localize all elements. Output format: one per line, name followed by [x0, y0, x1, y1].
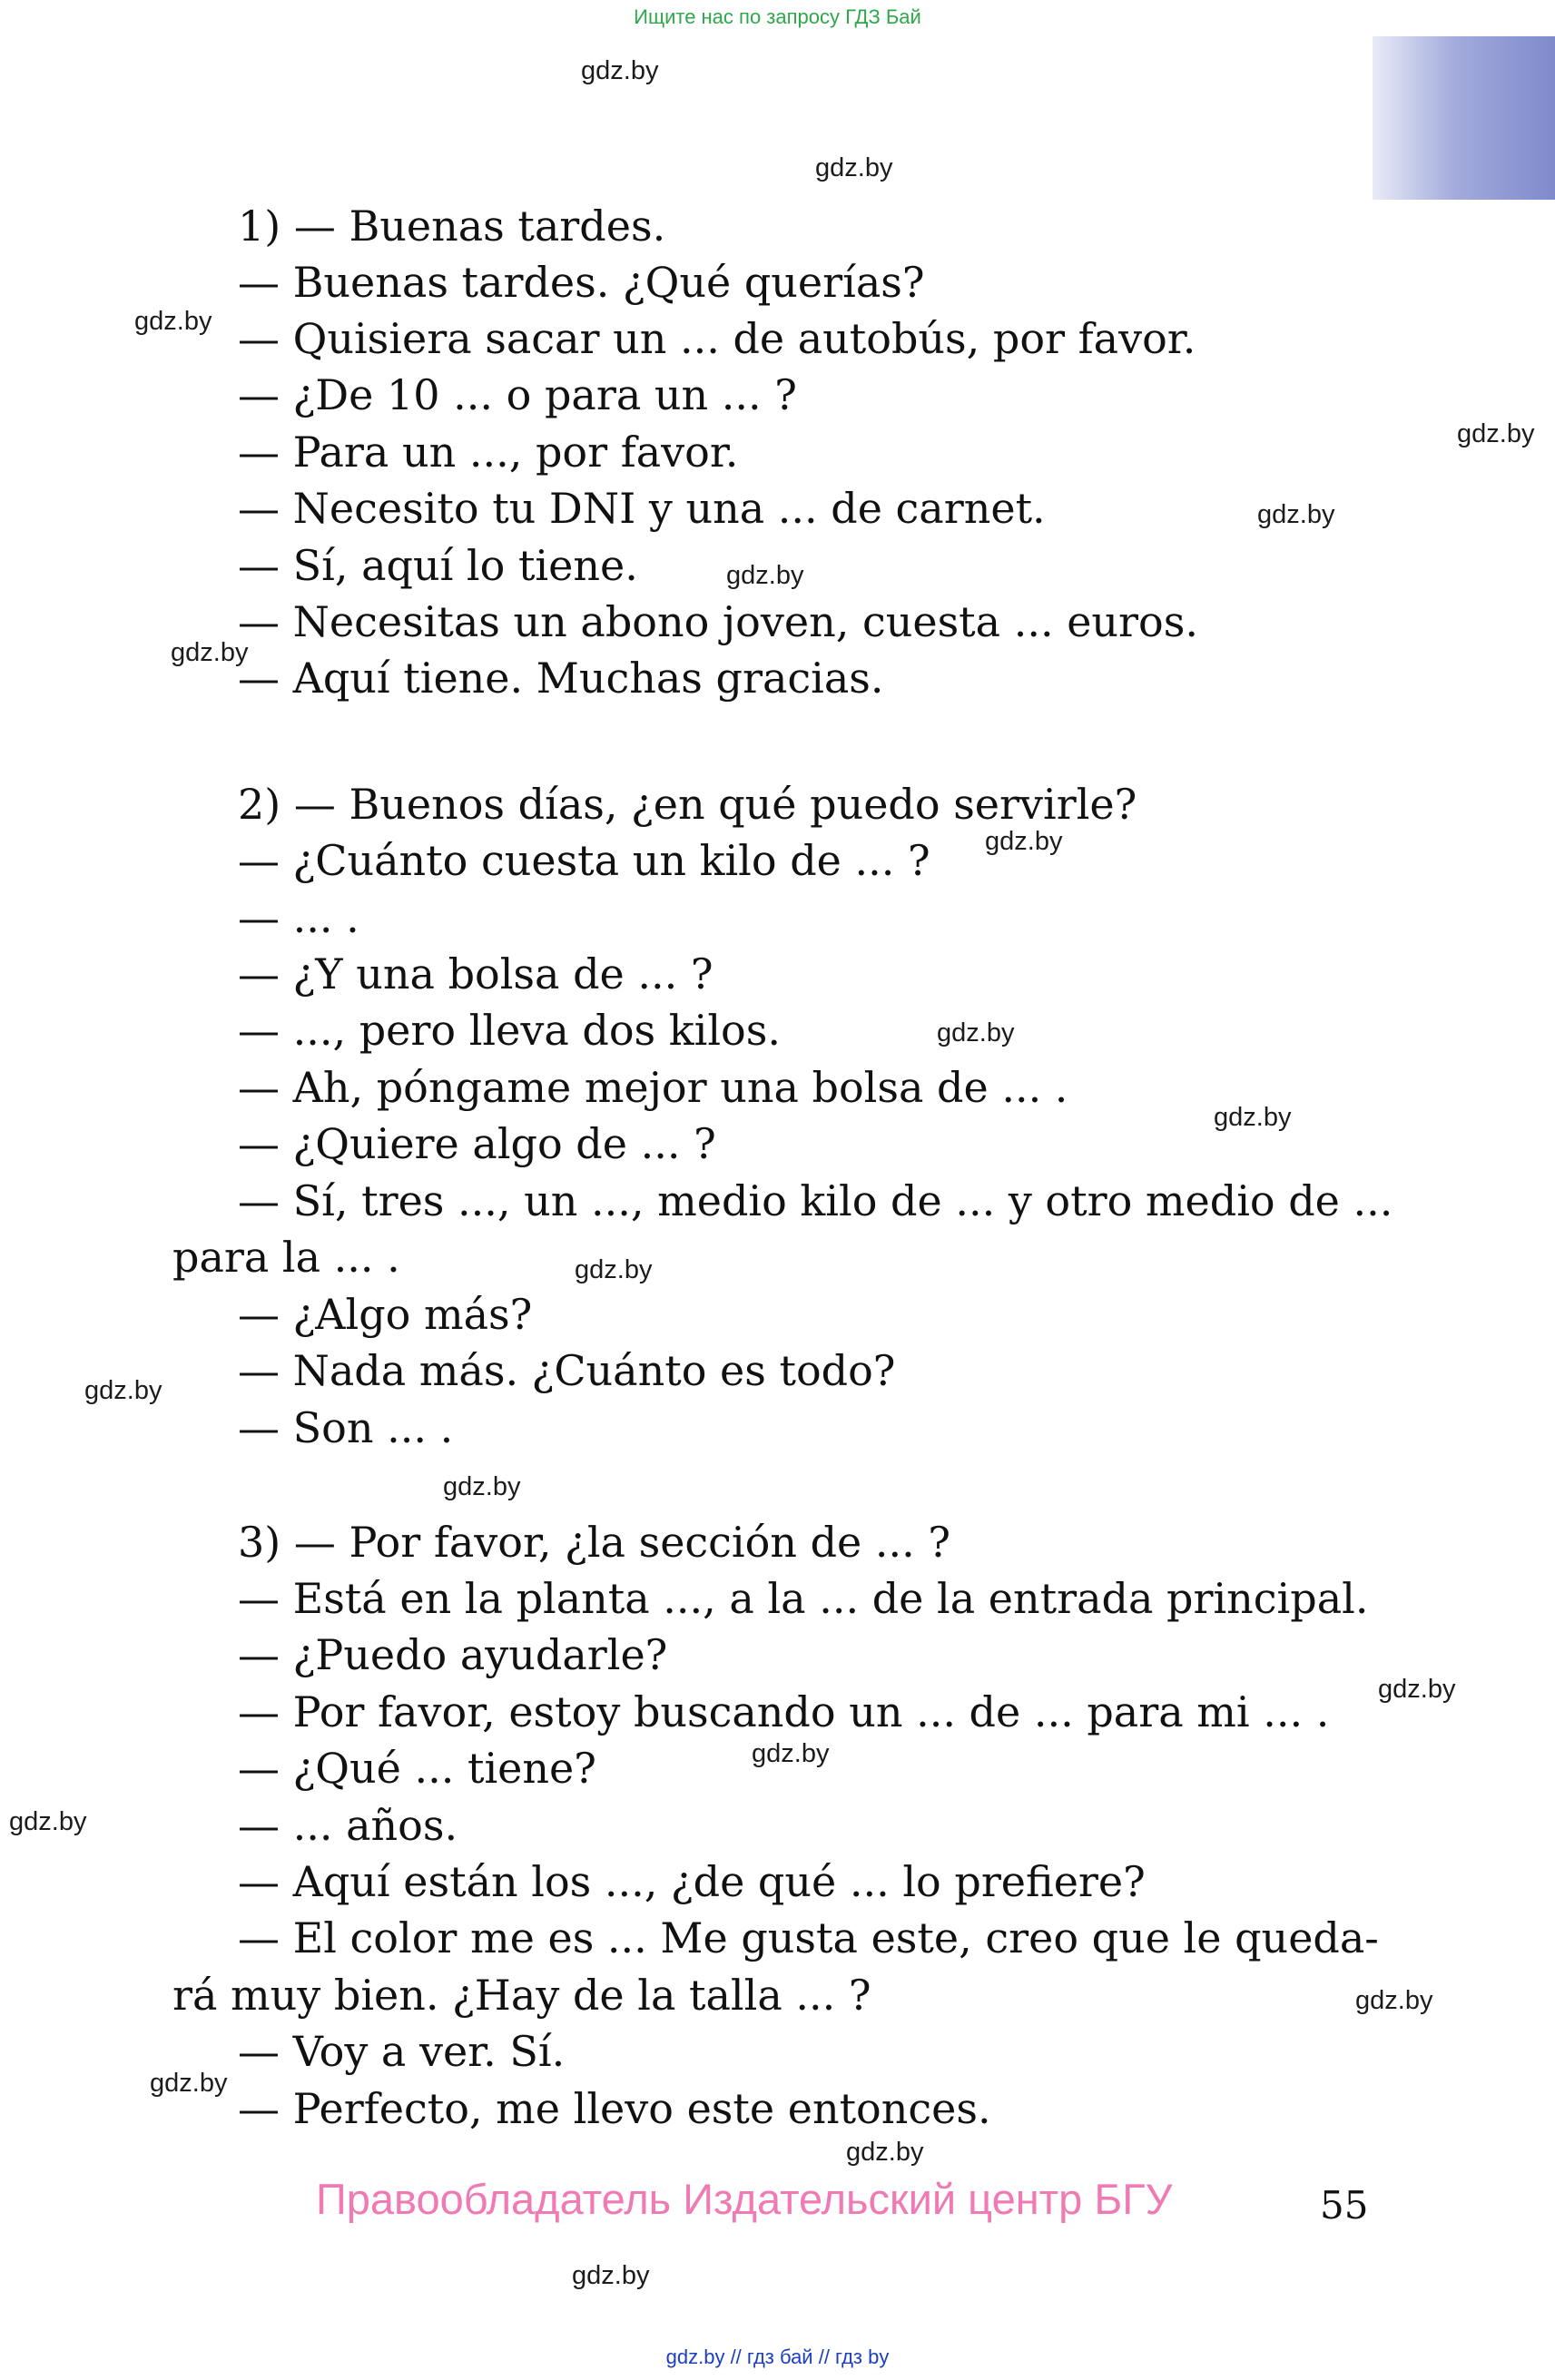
dialogue-line: — Sí, aquí lo tiene.: [238, 541, 638, 590]
watermark: gdz.by: [171, 638, 249, 667]
watermark: gdz.by: [84, 1376, 162, 1405]
dialogue-line: — ... .: [238, 893, 359, 942]
dialogue-line: — Aquí están los ..., ¿de qué ... lo prefiere?: [238, 1857, 1146, 1906]
dialogue-line: — ..., pero lleva dos kilos.: [238, 1006, 781, 1055]
dialogue-line: — Necesito tu DNI y una ... de carnet.: [238, 484, 1046, 533]
watermark: gdz.by: [1378, 1675, 1456, 1704]
watermark: gdz.by: [1257, 500, 1335, 529]
copyright-notice: Правообладатель Издательский центр БГУ: [316, 2175, 1173, 2223]
corner-decoration: [1373, 36, 1555, 200]
dialogue-line: para la ... .: [172, 1233, 400, 1282]
dialogue-line: — ¿Quiere algo de ... ?: [238, 1119, 716, 1168]
dialogue-line: — Sí, tres ..., un ..., medio kilo de ... y otro medio de ...: [238, 1176, 1393, 1225]
dialogue-line: — ... años.: [238, 1801, 458, 1850]
dialogue-line: — ¿Y una bolsa de ... ?: [238, 949, 714, 998]
dialogue-line: — ¿Algo más?: [238, 1290, 533, 1339]
dialogue-line: 3) — Por favor, ¿la sección de ... ?: [238, 1518, 951, 1567]
watermark: gdz.by: [1214, 1103, 1292, 1132]
watermark: gdz.by: [575, 1255, 653, 1284]
dialogue-line: — ¿De 10 ... o para un ... ?: [238, 370, 797, 419]
watermark: gdz.by: [134, 307, 212, 336]
dialogue-line: — ¿Qué ... tiene?: [238, 1744, 596, 1793]
dialogue-line: — Ah, póngame mejor una bolsa de ... .: [238, 1063, 1068, 1112]
dialogue-line: — Aquí tiene. Muchas gracias.: [238, 654, 884, 703]
watermark: gdz.by: [443, 1472, 521, 1501]
dialogue-line: — ¿Puedo ayudarle?: [238, 1630, 668, 1679]
dialogue-line: 1) — Buenas tardes.: [238, 202, 666, 251]
footer-links[interactable]: gdz.by // гдз бай // гдз by: [665, 2346, 890, 2368]
watermark: gdz.by: [1457, 419, 1535, 448]
watermark: gdz.by: [752, 1739, 830, 1768]
watermark: gdz.by: [726, 561, 804, 590]
top-banner-link[interactable]: Ищите нас по запросу ГДЗ Бай: [634, 5, 921, 28]
dialogue-line: — Nada más. ¿Cuánto es todo?: [238, 1346, 896, 1395]
watermark: gdz.by: [846, 2138, 924, 2167]
dialogue-line: — Está en la planta ..., a la ... de la entrada principal.: [238, 1574, 1369, 1623]
watermark: gdz.by: [937, 1018, 1015, 1047]
dialogue-line: — ¿Cuánto cuesta un kilo de ... ?: [238, 836, 930, 885]
watermark: gdz.by: [150, 2069, 228, 2098]
dialogue-line: — El color me es ... Me gusta este, creo que le queda-: [238, 1913, 1379, 1962]
dialogue-line: — Por favor, estoy buscando un ... de ... para mi ... .: [238, 1687, 1330, 1736]
dialogue-line: — Para un ..., por favor.: [238, 428, 739, 477]
dialogue-line: — Buenas tardes. ¿Qué querías?: [238, 258, 925, 307]
watermark: gdz.by: [815, 153, 893, 182]
watermark: gdz.by: [1355, 1986, 1433, 2015]
watermark: gdz.by: [9, 1807, 87, 1836]
watermark: gdz.by: [985, 827, 1063, 856]
dialogue-line: — Necesitas un abono joven, cuesta ... euros.: [238, 597, 1198, 646]
dialogue-line: — Son ... .: [238, 1403, 454, 1452]
dialogue-line: — Perfecto, me llevo este entonces.: [238, 2084, 991, 2133]
watermark: gdz.by: [572, 2261, 650, 2290]
watermark: gdz.by: [581, 56, 659, 85]
dialogue-line: 2) — Buenos días, ¿en qué puedo servirle?: [238, 780, 1137, 829]
dialogue-line: rá muy bien. ¿Hay de la talla ... ?: [172, 1971, 871, 2020]
page-number: 55: [1320, 2183, 1369, 2228]
dialogue-line: — Voy a ver. Sí.: [238, 2027, 566, 2076]
dialogue-line: — Quisiera sacar un ... de autobús, por favor.: [238, 314, 1196, 363]
